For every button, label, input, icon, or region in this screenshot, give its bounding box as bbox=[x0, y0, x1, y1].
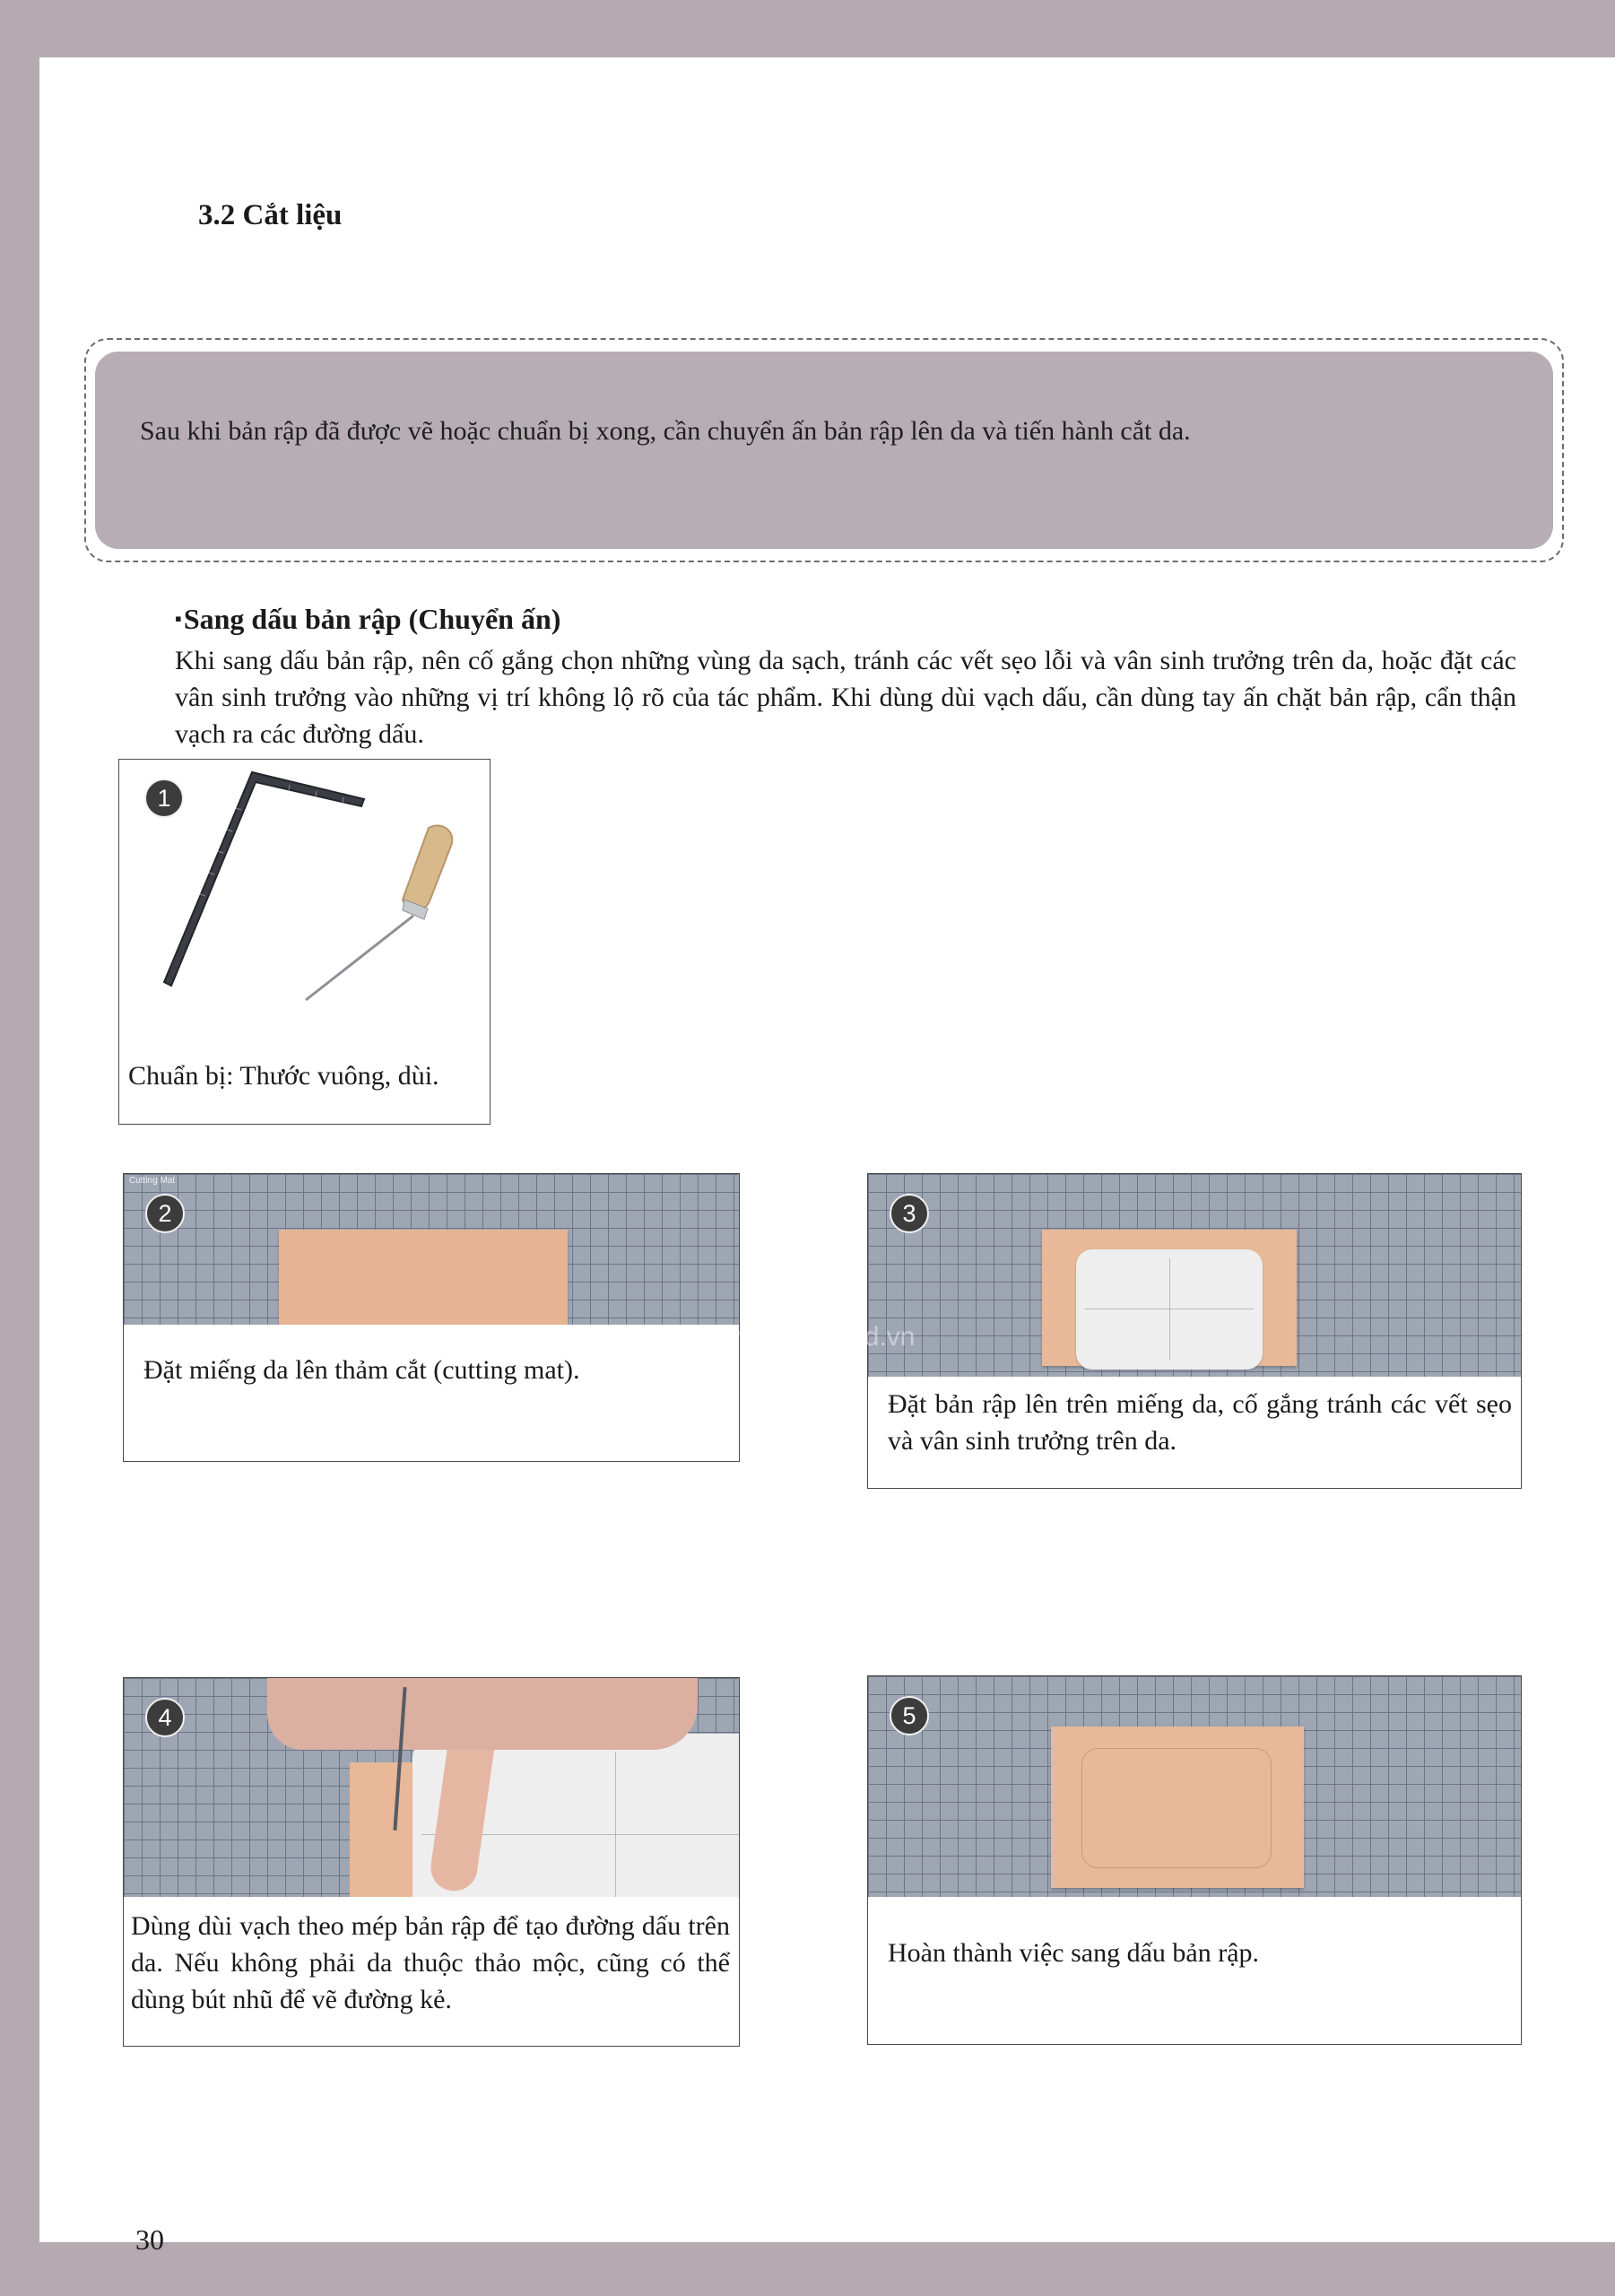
leather-piece bbox=[279, 1230, 568, 1325]
step-4-caption: Dùng dùi vạch theo mép bản rập để tạo đường dấu trên da. Nếu không phải da thuộc thảo mộc, cũng có thể dùng bút nhũ để vẽ đường kẻ. bbox=[131, 1911, 730, 2014]
mat-label: Cutting Mat bbox=[129, 1176, 176, 1186]
subsection-paragraph: Khi sang dấu bản rập, nên cố gắng chọn những vùng da sạch, tránh các vết sẹo lỗi và vân sinh trưởng trên da, hoặc đặt các vân sinh trưởng vào những vị trí không lộ rõ của tác phẩm. Khi dùng dùi vạch dấu, cần dùng tay ấn chặt bản rập, cẩn thận vạch ra các đường dấu. bbox=[175, 646, 1516, 749]
step-1-card bbox=[118, 759, 491, 1125]
awl-icon bbox=[306, 825, 452, 1000]
step-3-card bbox=[867, 1173, 1522, 1489]
paper-template bbox=[1076, 1249, 1263, 1370]
intro-box bbox=[84, 338, 1564, 562]
step-2-card bbox=[123, 1173, 740, 1462]
step-3-number: 3 bbox=[890, 1194, 929, 1233]
step-1-number: 1 bbox=[144, 778, 184, 818]
step-5-number: 5 bbox=[890, 1696, 929, 1735]
step-1-photo bbox=[119, 760, 490, 1047]
step-5-card bbox=[867, 1675, 1522, 2045]
step-4-card bbox=[123, 1677, 740, 2047]
bullet-icon: ▪ bbox=[175, 607, 182, 630]
hand bbox=[267, 1678, 698, 1750]
step-5-photo bbox=[868, 1676, 1521, 1897]
leather-piece bbox=[1051, 1726, 1304, 1888]
subsection-heading bbox=[175, 603, 560, 636]
square-ruler-icon bbox=[164, 772, 364, 986]
section-title: 3.2 Cắt liệu bbox=[198, 199, 343, 231]
page bbox=[39, 57, 1615, 2256]
subsection-heading-text: Sang dấu bản rập (Chuyển ấn) bbox=[183, 603, 561, 635]
step-2-photo bbox=[124, 1174, 739, 1325]
intro-text: Sau khi bản rập đã được vẽ hoặc chuẩn bị xong, cần chuyển ấn bản rập lên da và tiến hành cắt da. bbox=[140, 416, 1191, 446]
step-4-number: 4 bbox=[145, 1698, 185, 1737]
page-number: 30 bbox=[135, 2223, 164, 2256]
step-2-caption: Đặt miếng da lên thảm cắt (cutting mat). bbox=[143, 1355, 580, 1385]
traced-line bbox=[1081, 1748, 1272, 1868]
step-3-caption: Đặt bản rập lên trên miếng da, cố gắng tránh các vết sẹo và vân sinh trưởng trên da. bbox=[888, 1389, 1512, 1456]
step-4-photo bbox=[124, 1678, 739, 1897]
step-5-caption: Hoàn thành việc sang dấu bản rập. bbox=[888, 1938, 1260, 1968]
intro-panel bbox=[95, 352, 1553, 549]
step-3-photo bbox=[868, 1174, 1521, 1377]
watermark: www.olagood.vn bbox=[719, 1322, 916, 1352]
step-1-caption: Chuẩn bị: Thước vuông, dùi. bbox=[128, 1061, 439, 1091]
step-2-number: 2 bbox=[145, 1194, 185, 1233]
leather-piece bbox=[1042, 1230, 1297, 1366]
